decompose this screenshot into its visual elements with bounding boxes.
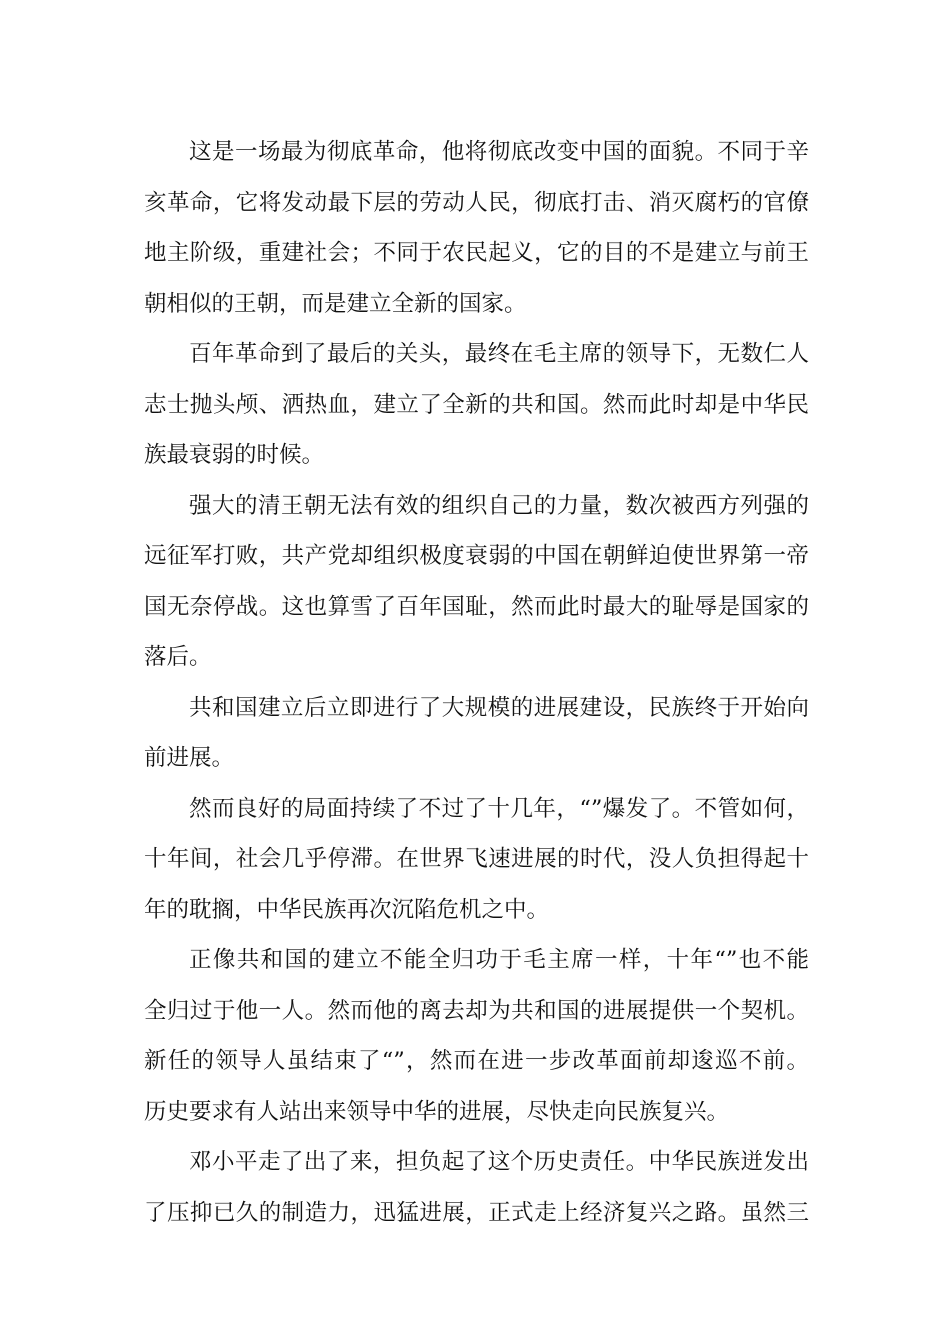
text-line: 族最衰弱的时候。: [144, 442, 325, 468]
text-line: 前进展。: [144, 745, 235, 771]
text-line: 共和国建立后立即进行了大规模的进展建设，民族终于开始向: [189, 694, 809, 721]
text-line: 这是一场最为彻底革命，他将彻底改变中国的面貌。不同于辛: [189, 139, 809, 165]
text-line: 历史要求有人站出来领导中华的进展，尽快走向民族复兴。: [144, 1098, 730, 1125]
paragraph: [144, 127, 809, 329]
text-line: 远征军打败，共产党却组织极度衰弱的中国在朝鲜迫使世界第一帝: [144, 543, 809, 569]
text-line: 然而良好的局面持续了不过了十几年，“”爆发了。不管如何，: [189, 795, 809, 822]
paragraph: [144, 935, 809, 1137]
text-line: 志士抛头颅、洒热血，建立了全新的共和国。然而此时却是中华民: [144, 391, 809, 418]
text-line: 了压抑已久的制造力，迅猛进展，正式走上经济复兴之路。虽然三: [144, 1199, 809, 1226]
paragraph: [144, 329, 809, 481]
text-line: 百年革命到了最后的关头，最终在毛主席的领导下，无数仁人: [189, 341, 809, 367]
paragraph: [144, 784, 809, 936]
text-line: 新任的领导人虽结束了“”，然而在进一步改革面前却逡巡不前。: [144, 1048, 809, 1074]
text-line: 国无奈停战。这也算雪了百年国耻，然而此时最大的耻辱是国家的: [144, 593, 809, 620]
text-line: 强大的清王朝无法有效的组织自己的力量，数次被西方列强的: [189, 492, 809, 519]
text-line: 正像共和国的建立不能全归功于毛主席一样，十年“”也不能: [189, 947, 809, 973]
paragraph: [144, 683, 809, 784]
text-line: 全归过于他一人。然而他的离去却为共和国的进展提供一个契机。: [144, 997, 809, 1024]
text-line: 地主阶级，重建社会；不同于农民起义，它的目的不是建立与前王: [144, 240, 809, 266]
paragraph: [144, 1137, 809, 1238]
text-line: 邓小平走了出了来，担负起了这个历史责任。中华民族迸发出: [189, 1149, 809, 1175]
text-line: 十年间，社会几乎停滞。在世界飞速进展的时代，没人负担得起十: [144, 846, 809, 872]
text-line: 朝相似的王朝，而是建立全新的国家。: [144, 290, 527, 317]
body-text: [144, 127, 809, 1238]
text-line: 落后。: [144, 644, 212, 670]
text-line: 亥革命，它将发动最下层的劳动人民，彻底打击、消灭腐朽的官僚: [144, 189, 809, 216]
paragraph: [144, 481, 809, 683]
text-line: 年的耽搁，中华民族再次沉陷危机之中。: [144, 896, 550, 923]
